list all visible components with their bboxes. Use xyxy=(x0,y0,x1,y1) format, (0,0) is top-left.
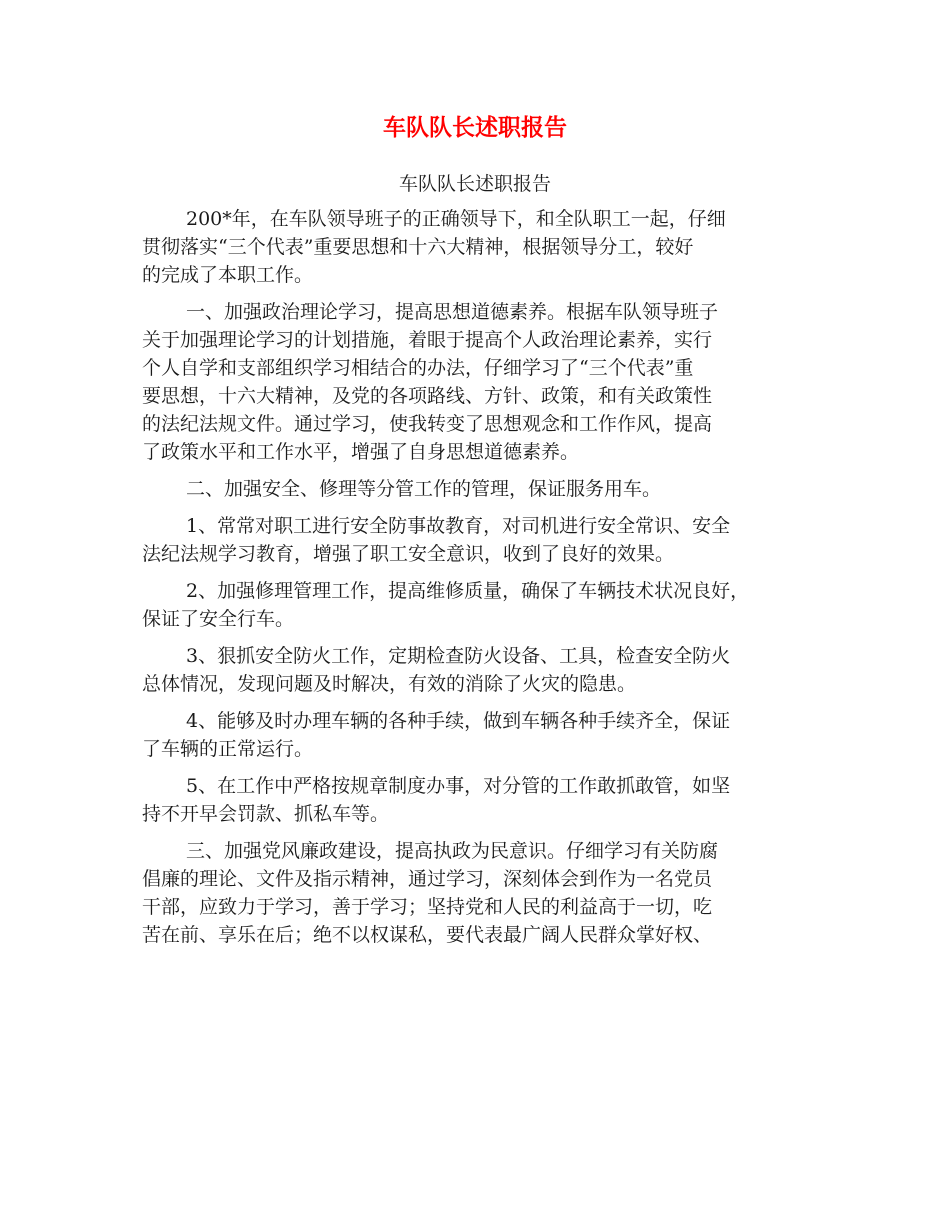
paragraph-line: 的完成了本职工作。 xyxy=(142,264,314,286)
paragraph-line: 贯彻落实“三个代表”重要思想和十六大精神，根据领导分工，较好 xyxy=(142,236,694,258)
paragraph-line: 要思想，十六大精神，及党的各项路线、方针、政策，和有关政策性 xyxy=(142,385,713,407)
paragraph-line: 了车辆的正常运行。 xyxy=(142,738,314,760)
paragraph-line: 苦在前、享乐在后；绝不以权谋私，要代表最广阔人民群众掌好权、 xyxy=(142,924,713,946)
paragraph-line: 个人自学和支部组织学习相结合的办法，仔细学习了“三个代表”重 xyxy=(142,357,694,379)
paragraph-line: 一、加强政治理论学习，提高思想道德素养。根据车队领导班子 xyxy=(186,301,719,323)
paragraph-line: 5、在工作中严格按规章制度办事，对分管的工作敢抓敢管，如坚 xyxy=(186,775,731,797)
paragraph-line: 3、狠抓安全防火工作，定期检查防火设备、工具，检查安全防火 xyxy=(186,645,731,667)
paragraph-line: 关于加强理论学习的计划措施，着眼于提高个人政治理论素养，实行 xyxy=(142,329,713,351)
paragraph-line: 了政策水平和工作水平，增强了自身思想道德素养。 xyxy=(142,441,580,463)
paragraph-line: 三、加强党风廉政建设，提高执政为民意识。仔细学习有关防腐 xyxy=(186,840,719,862)
paragraph-line: 总体情况，发现问题及时解决，有效的消除了火灾的隐患。 xyxy=(142,673,637,695)
paragraph-line: 4、能够及时办理车辆的各种手续，做到车辆各种手续齐全，保证 xyxy=(186,710,731,732)
document-title: 车队队长述职报告 xyxy=(383,114,567,141)
paragraph-line: 干部，应致力于学习，善于学习；坚持党和人民的利益高于一切，吃 xyxy=(142,896,713,918)
paragraph-line: 倡廉的理论、文件及指示精神，通过学习，深刻体会到作为一名党员 xyxy=(142,868,713,890)
paragraph-line: 1、常常对职工进行安全防事故教育，对司机进行安全常识、安全 xyxy=(186,515,731,537)
document-subtitle: 车队队长述职报告 xyxy=(398,173,551,195)
paragraph-line: 保证了安全行车。 xyxy=(142,608,295,630)
document-body xyxy=(142,205,832,949)
paragraph-line: 法纪法规学习教育，增强了职工安全意识，收到了良好的效果。 xyxy=(142,543,675,565)
paragraph-line: 的法纪法规文件。通过学习，使我转变了思想观念和工作作风，提高 xyxy=(142,413,713,435)
section-heading-line: 二、加强安全、修理等分管工作的管理，保证服务用车。 xyxy=(186,478,662,500)
paragraph-line: 2、加强修理管理工作，提高维修质量，确保了车辆技术状况良好， xyxy=(186,580,750,602)
paragraph-line: 200*年，在车队领导班子的正确领导下，和全队职工一起，仔细 xyxy=(186,208,726,230)
paragraph-line: 持不开早会罚款、抓私车等。 xyxy=(142,803,390,825)
